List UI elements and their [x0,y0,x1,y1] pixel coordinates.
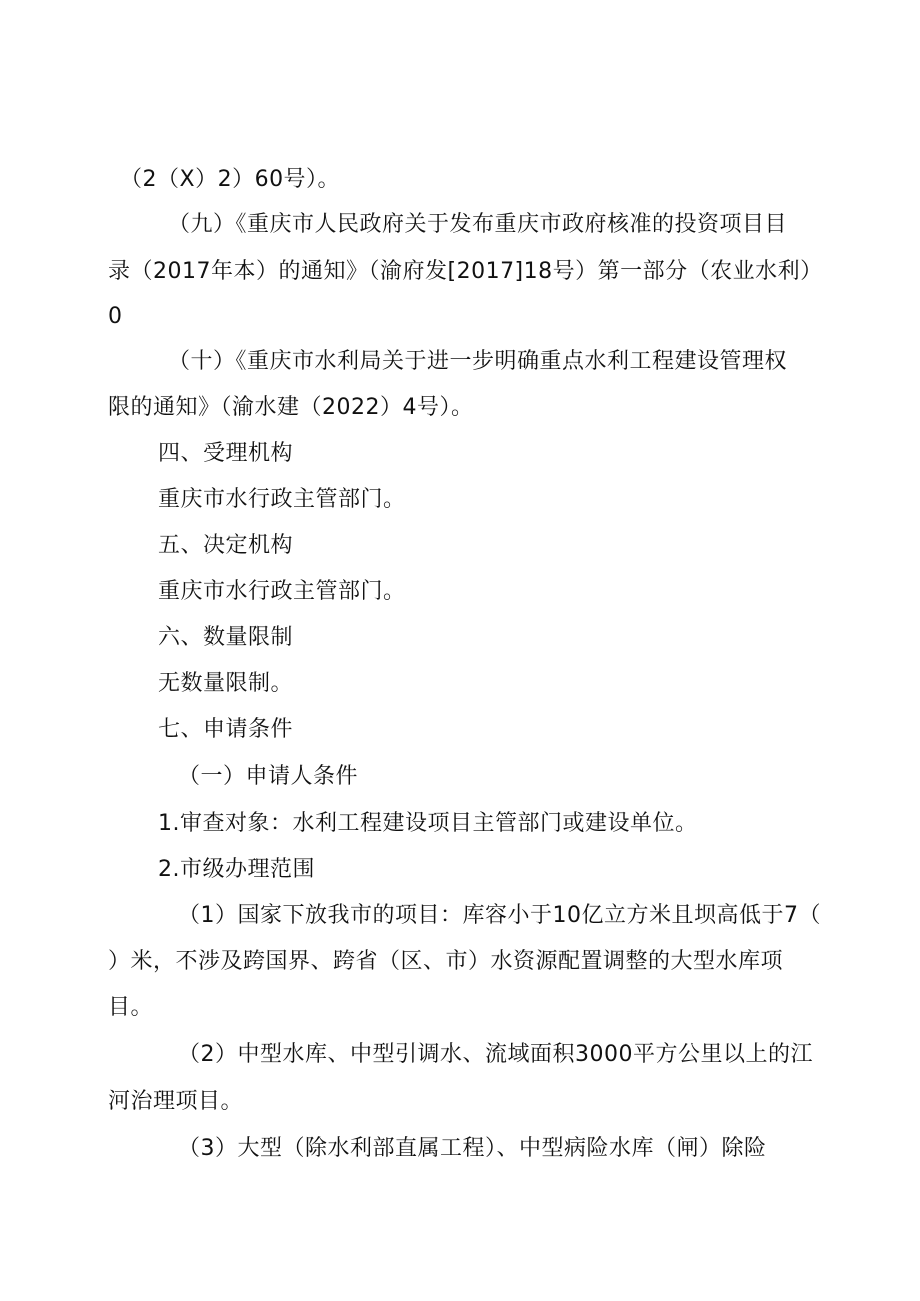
text-line-8: 重庆市水行政主管部门。 [158,487,406,512]
text-line-6: 限的通知》（渝水建（2022）4号）。 [108,395,474,420]
text-line-19: 目。 [108,995,154,1020]
section-heading-seven: 七、申请条件 [158,717,294,742]
text-line-20: （2）中型水库、中型引调水、流域面积3000平方公里以上的江 [178,1042,813,1067]
text-line-3: 录（2017年本）的通知》（渝府发[2017]18号）第一部分（农业水利） [108,259,823,284]
text-line-16: 2.市级办理范围 [158,857,315,882]
section-heading-four: 四、受理机构 [158,441,294,466]
text-line-2: （九）《重庆市人民政府关于发布重庆市政府核准的投资项目目 [168,212,788,237]
text-line-1: （2（X）2）60号）。 [120,167,341,192]
text-line-22: （3）大型（除水利部直属工程）、中型病险水库（闸）除险 [178,1136,767,1161]
text-line-12: 无数量限制。 [158,671,294,696]
section-heading-six: 六、数量限制 [158,625,294,650]
text-line-17: （1）国家下放我市的项目：库容小于10亿立方米且坝高低于7（ [178,903,821,928]
text-line-5: （十）《重庆市水利局关于进一步明确重点水利工程建设管理权 [168,349,788,374]
subsection-heading-one: （一）申请人条件 [178,764,359,789]
text-line-21: 河治理项目。 [108,1089,244,1114]
section-heading-five: 五、决定机构 [158,533,294,558]
text-line-18: ）米，不涉及跨国界、跨省（区、市）水资源配置调整的大型水库项 [108,949,784,974]
text-line-4: 0 [108,304,123,329]
text-line-10: 重庆市水行政主管部门。 [158,579,406,604]
text-line-15: 1.审查对象：水利工程建设项目主管部门或建设单位。 [158,811,698,836]
